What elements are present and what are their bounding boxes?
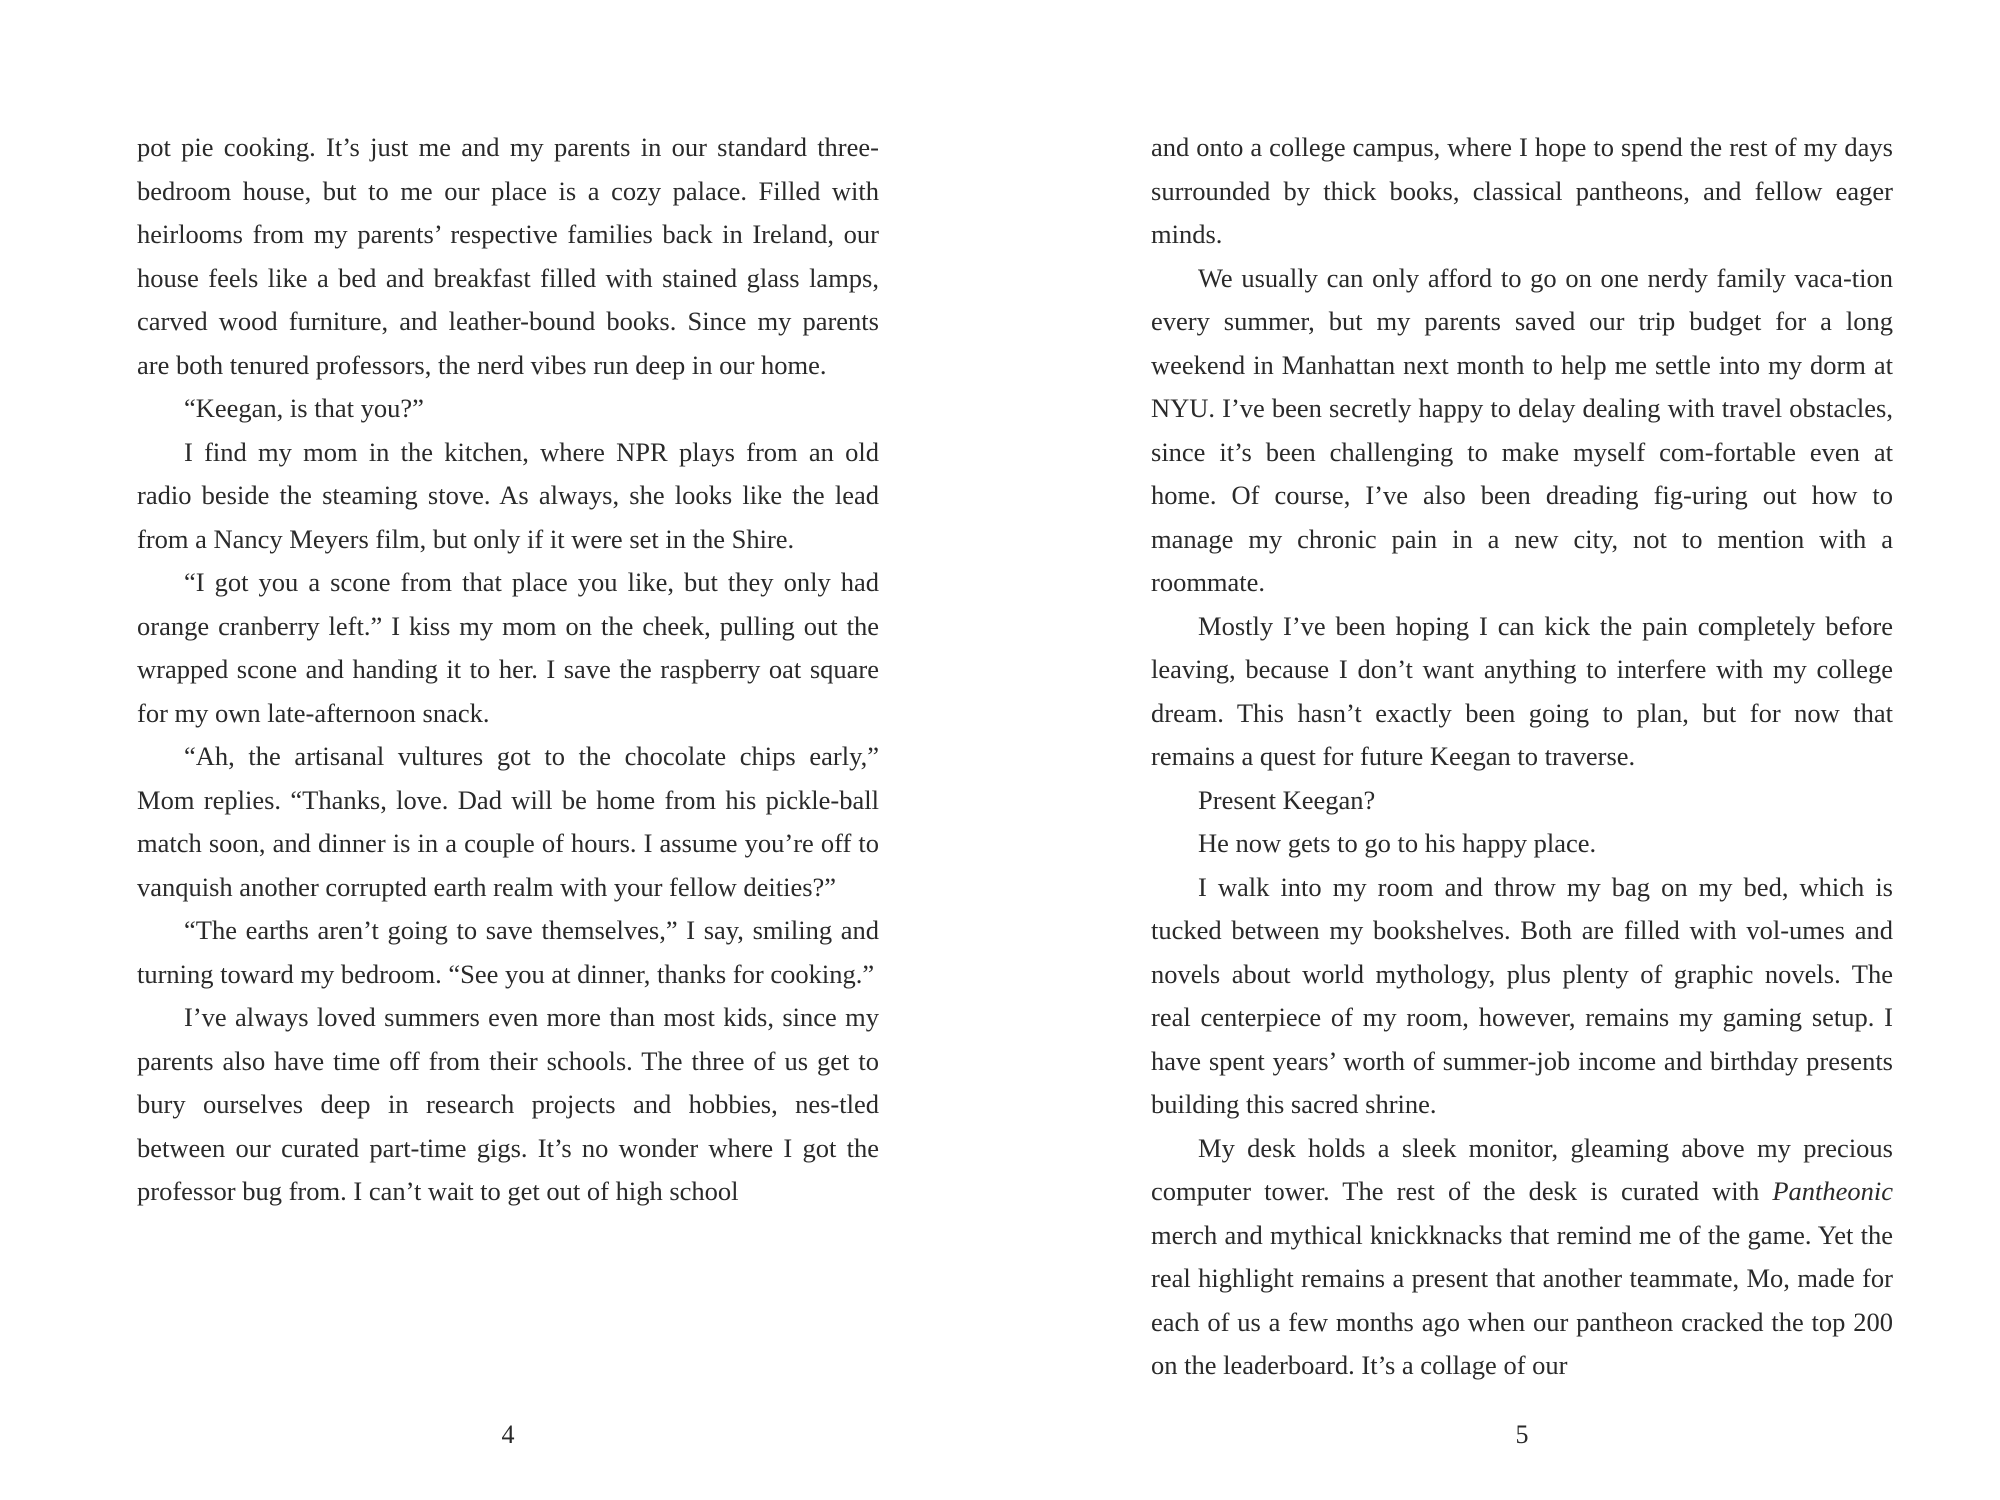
paragraph: “Keegan, is that you?”	[184, 393, 424, 423]
paragraph: “Ah, the artisanal vultures got to the chocolate chips early,” Mom replies. “Thanks, love. Dad will be home from his pickle-ball match soon, and dinner is in a couple of hours. I assume you’re off to vanquish another corrupted earth realm with your fellow deities?”	[137, 741, 879, 902]
paragraph: and onto a college campus, where I hope to spend the rest of my days surrounded by thick books, classical pantheons, and fellow eager minds.	[1151, 132, 1893, 249]
paragraph-text: My desk holds a sleek monitor, gleaming above my precious computer tower. The rest of the desk is curated with	[1151, 1132, 1893, 1206]
paragraph: pot pie cooking. It’s just me and my parents in our standard three-bedroom house, but to me our place is a cozy palace. Filled with heirlooms from my parents’ respective families back in Ireland, our house feels like a bed and breakfast filled with stained glass lamps, carved wood furniture, and leather-bound books. Since my parents are both tenured professors, the nerd vibes run deep in our home.	[137, 132, 879, 380]
paragraph: Mostly I’ve been hoping I can kick the pain completely before leaving, because I don’t want anything to interfere with my college dream. This hasn’t exactly been going to plan, but for now that remains a quest for future Keegan to traverse.	[1151, 610, 1893, 771]
paragraph: Present Keegan?	[1198, 784, 1376, 815]
game-title: Pantheonic	[1772, 1176, 1893, 1206]
paragraph: I walk into my room and throw my bag on my bed, which is tucked between my bookshelves. Both are filled with vol-umes and novels about world mythology, plus plenty of graphic novels. The real centerpiece of my room, however, remains my gaming setup. I have spent years’ worth of summer-job income and birthday presents building this sacred shrine.	[1151, 871, 1893, 1119]
right-page-text	[1151, 126, 1893, 1388]
left-page	[137, 126, 879, 1456]
paragraph	[1151, 1127, 1893, 1388]
paragraph: I find my mom in the kitchen, where NPR plays from an old radio beside the steaming stove. As always, she looks like the lead from a Nancy Meyers film, but only if it were set in the Shire.	[137, 436, 879, 554]
left-page-text	[137, 126, 879, 1214]
right-page	[1151, 126, 1893, 1456]
paragraph: I’ve always loved summers even more than most kids, since my parents also have time off from their schools. The three of us get to bury ourselves deep in research projects and hobbies, nes-tled between our curated part-time gigs. It’s no wonder where I got the professor bug from. I can’t wait to get out of high school	[137, 1002, 879, 1206]
paragraph-text: merch and mythical knickknacks that remind me of the game. Yet the real highlight remains a present that another teammate, Mo, made for each of us a few months ago when our pantheon cracked the top 200 on the leaderboard. It’s a collage of our	[1151, 1219, 1893, 1380]
paragraph: “The earths aren’t going to save themselves,” I say, smiling and turning toward my bedroom. “See you at dinner, thanks for cooking.”	[137, 915, 879, 989]
paragraph: He now gets to go to his happy place.	[1198, 828, 1597, 858]
page-number-left: 4	[501, 1420, 515, 1449]
paragraph: “I got you a scone from that place you like, but they only had orange cranberry left.” I kiss my mom on the cheek, pulling out the wrapped scone and handing it to her. I save the raspberry oat square for my own late-afternoon snack.	[137, 567, 879, 728]
page-number-right: 5	[1515, 1420, 1529, 1449]
paragraph: We usually can only afford to go on one nerdy family vaca-tion every summer, but my parents saved our trip budget for a long weekend in Manhattan next month to help me settle into my dorm at NYU. I’ve been secretly happy to delay dealing with travel obstacles, since it’s been challenging to make myself com-fortable even at home. Of course, I’ve also been dreading fig-uring out how to manage my chronic pain in a new city, not to mention with a roommate.	[1151, 262, 1893, 597]
